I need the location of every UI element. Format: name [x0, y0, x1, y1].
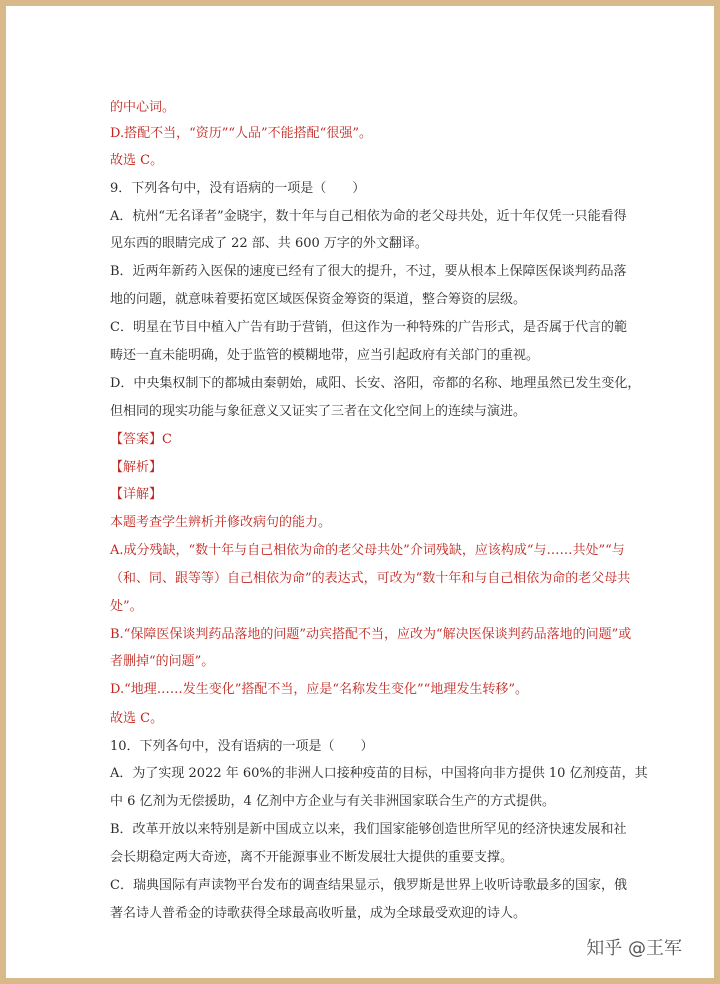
text-line: 会长期稳定两大奇迹，离不开能源事业不断发展壮大提供的重要支撑。 — [110, 850, 514, 865]
text-line: 见东西的眼睛完成了 22 部、共 600 万字的外文翻译。 — [110, 236, 428, 251]
text-line: D.“地理……发生变化”搭配不当，应是“名称发生变化”“地理发生转移”。 — [110, 682, 528, 697]
text-line: 故选 C。 — [110, 153, 164, 168]
text-line: B.“保障医保谈判药品落地的问题”动宾搭配不当，应改为“解决医保谈判药品落地的问题”或 — [110, 627, 632, 642]
text-line: 【详解】 — [110, 487, 163, 502]
text-line: 【答案】C — [110, 432, 172, 447]
document-page — [6, 6, 714, 978]
text-line: 故选 C。 — [110, 711, 164, 726]
watermark: 知乎 @王军 — [586, 938, 682, 959]
text-line: 处”。 — [110, 599, 143, 614]
text-line: A．为了实现 2022 年 60%的非洲人口接种疫苗的目标，中国将向非方提供 10 亿剂疫苗，其 — [110, 766, 648, 781]
text-line: B．改革开放以来特别是新中国成立以来，我们国家能够创造世所罕见的经济快速发展和社 — [110, 822, 627, 837]
text-line: 中 6 亿剂为无偿援助，4 亿剂中方企业与有关非洲国家联合生产的方式提供。 — [110, 794, 555, 809]
text-line: 著名诗人普希金的诗歌获得全球最高收听量，成为全球最受欢迎的诗人。 — [110, 906, 527, 921]
text-line: 10．下列各句中，没有语病的一项是（ ） — [110, 739, 374, 754]
text-line: D．中央集权制下的都城由秦朝始，咸阳、长安、洛阳，帝都的名称、地理虽然已发生变化， — [110, 376, 641, 391]
text-line: A.成分残缺，“数十年与自己相依为命的老父母共处”介词残缺，应该构成“与……共处”“与 — [110, 543, 625, 558]
text-line: C．瑞典国际有声读物平台发布的调查结果显示，俄罗斯是世界上收听诗歌最多的国家，俄 — [110, 878, 627, 893]
text-line: （和、同、跟等等）自己相依为命”的表达式，可改为“数十年和与自己相依为命的老父母共 — [110, 571, 631, 586]
text-line: 者删掉“的问题”。 — [110, 654, 215, 669]
text-line: 【解析】 — [110, 460, 163, 475]
text-line: 的中心词。 — [110, 100, 176, 115]
text-line: A．杭州“无名译者”金晓宇，数十年与自己相依为命的老父母共处，近十年仅凭一只能看得 — [110, 209, 627, 224]
text-line: 畴还一直未能明确，处于监管的模糊地带，应当引起政府有关部门的重视。 — [110, 348, 540, 363]
text-line: B．近两年新药入医保的速度已经有了很大的提升，不过，要从根本上保障医保谈判药品落 — [110, 264, 627, 279]
text-line: C．明星在节目中植入广告有助于营销，但这作为一种特殊的广告形式，是否属于代言的範 — [110, 320, 627, 335]
text-line: 但相同的现实功能与象征意义又证实了三者在文化空间上的连续与演进。 — [110, 404, 527, 419]
text-line: 9．下列各句中，没有语病的一项是（ ） — [110, 181, 366, 196]
text-line: D.搭配不当，“资历”“人品”不能搭配“很强”。 — [110, 126, 372, 141]
text-line: 本题考查学生辨析并修改病句的能力。 — [110, 515, 332, 530]
text-line: 地的问题，就意味着要拓宽区域医保资金筹资的渠道，整合筹资的层级。 — [110, 292, 527, 307]
